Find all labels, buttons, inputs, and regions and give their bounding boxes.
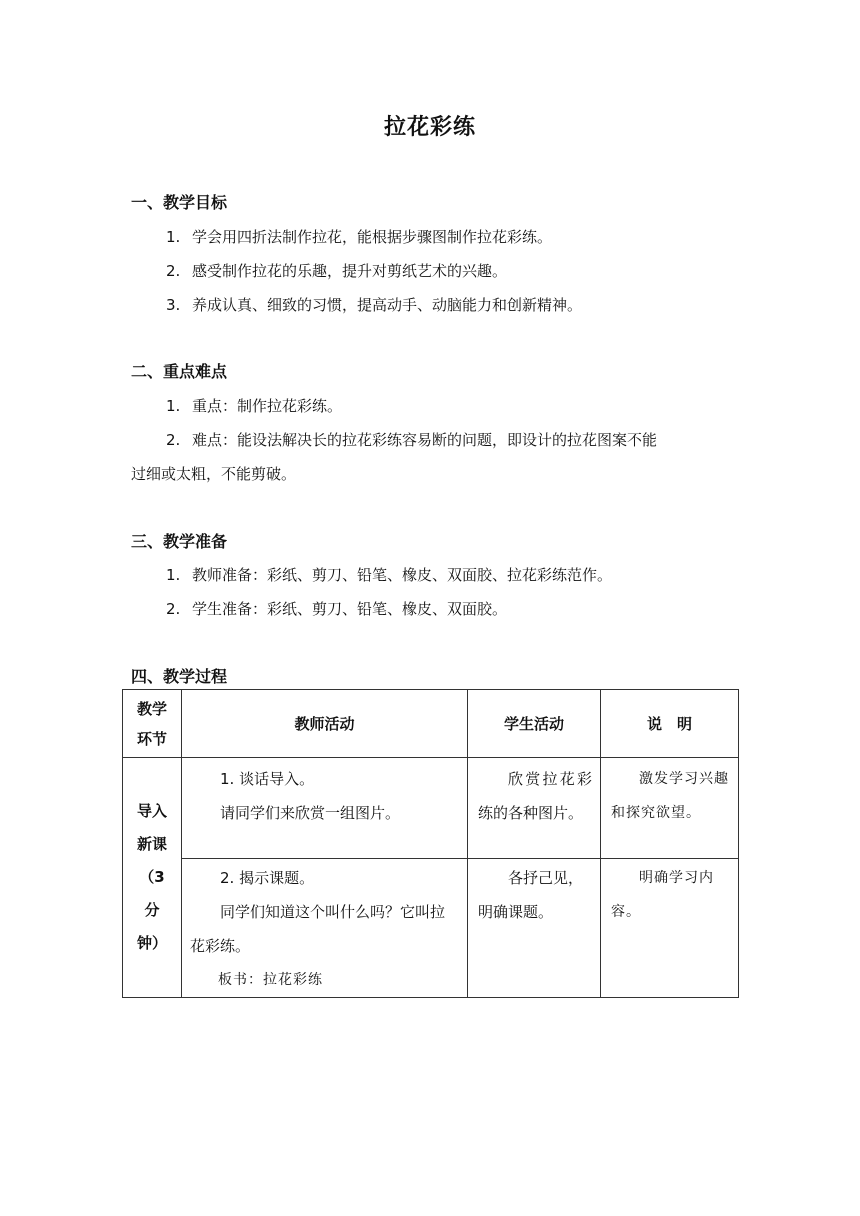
- header-teacher: 教师活动: [182, 690, 468, 758]
- table-row: [123, 859, 739, 998]
- note-cell: [601, 758, 739, 859]
- item-text: 养成认真、细致的习惯，提高动手、动脑能力和创新精神。: [192, 296, 583, 314]
- section-heading-process: 四、教学过程: [131, 667, 228, 686]
- objective-item-1: [166, 226, 552, 247]
- teacher-activity-cell: [182, 758, 468, 859]
- teacher-activity-title: 2. 揭示课题。: [220, 869, 315, 887]
- objective-item-2: [166, 260, 507, 281]
- section-heading-key-points: 二、重点难点: [131, 362, 228, 381]
- teacher-activity-line: 同学们知道这个叫什么吗？它叫拉花彩练。: [190, 903, 446, 955]
- item-text: 学生准备：彩纸、剪刀、铅笔、橡皮、双面胶。: [192, 600, 508, 618]
- item-number: 1.: [166, 566, 181, 584]
- item-number: 2.: [166, 262, 181, 280]
- teacher-activity-title: 1. 谈话导入。: [220, 770, 315, 788]
- section-heading-preparation: 三、教学准备: [131, 532, 228, 551]
- teacher-activity-blackboard: 板书：拉花彩练: [218, 972, 323, 988]
- teaching-process-table: [122, 689, 739, 998]
- table-row: [123, 758, 739, 859]
- student-activity-text: 欣赏拉花彩练的各种图片。: [478, 770, 592, 822]
- student-activity-text: 各抒己见，明确课题。: [478, 869, 584, 921]
- stage-label: 导入新课（3分钟）: [136, 802, 167, 952]
- item-text: 感受制作拉花的乐趣，提升对剪纸艺术的兴趣。: [192, 262, 508, 280]
- stage-cell: [123, 758, 182, 998]
- note-text: 明确学习内容。: [611, 870, 714, 920]
- section-heading-objectives: 一、教学目标: [131, 193, 228, 212]
- item-number: 2.: [166, 600, 181, 618]
- objective-item-3: [166, 294, 582, 315]
- teacher-activity-line: 请同学们来欣赏一组图片。: [220, 804, 401, 822]
- item-number: 2.: [166, 431, 181, 449]
- header-stage-label: 教学环节: [137, 699, 168, 748]
- item-text: 难点：能设法解决长的拉花彩练容易断的问题，即设计的拉花图案不能: [192, 431, 658, 449]
- item-number: 1.: [166, 228, 181, 246]
- teacher-activity-cell: [182, 859, 468, 998]
- note-cell: [601, 859, 739, 998]
- preparation-item-2: [166, 598, 507, 619]
- table-header-row: [123, 690, 739, 758]
- item-text: 教师准备：彩纸、剪刀、铅笔、橡皮、双面胶、拉花彩练范作。: [192, 566, 613, 584]
- preparation-item-1: [166, 564, 612, 585]
- note-text: 激发学习兴趣和探究欲望。: [611, 771, 729, 821]
- header-note: 说 明: [601, 690, 739, 758]
- header-student: 学生活动: [468, 690, 601, 758]
- student-activity-cell: [468, 758, 601, 859]
- key-point-item-2: [166, 429, 657, 450]
- document-title: 拉花彩练: [383, 115, 476, 140]
- item-number: 1.: [166, 397, 181, 415]
- item-text: 重点：制作拉花彩练。: [192, 397, 343, 415]
- header-stage: [123, 690, 182, 758]
- item-number: 3.: [166, 296, 181, 314]
- item-text: 学会用四折法制作拉花，能根据步骤图制作拉花彩练。: [192, 228, 553, 246]
- key-point-item-2-continuation: 过细或太粗，不能剪破。: [131, 465, 297, 483]
- student-activity-cell: [468, 859, 601, 998]
- key-point-item-1: [166, 395, 342, 416]
